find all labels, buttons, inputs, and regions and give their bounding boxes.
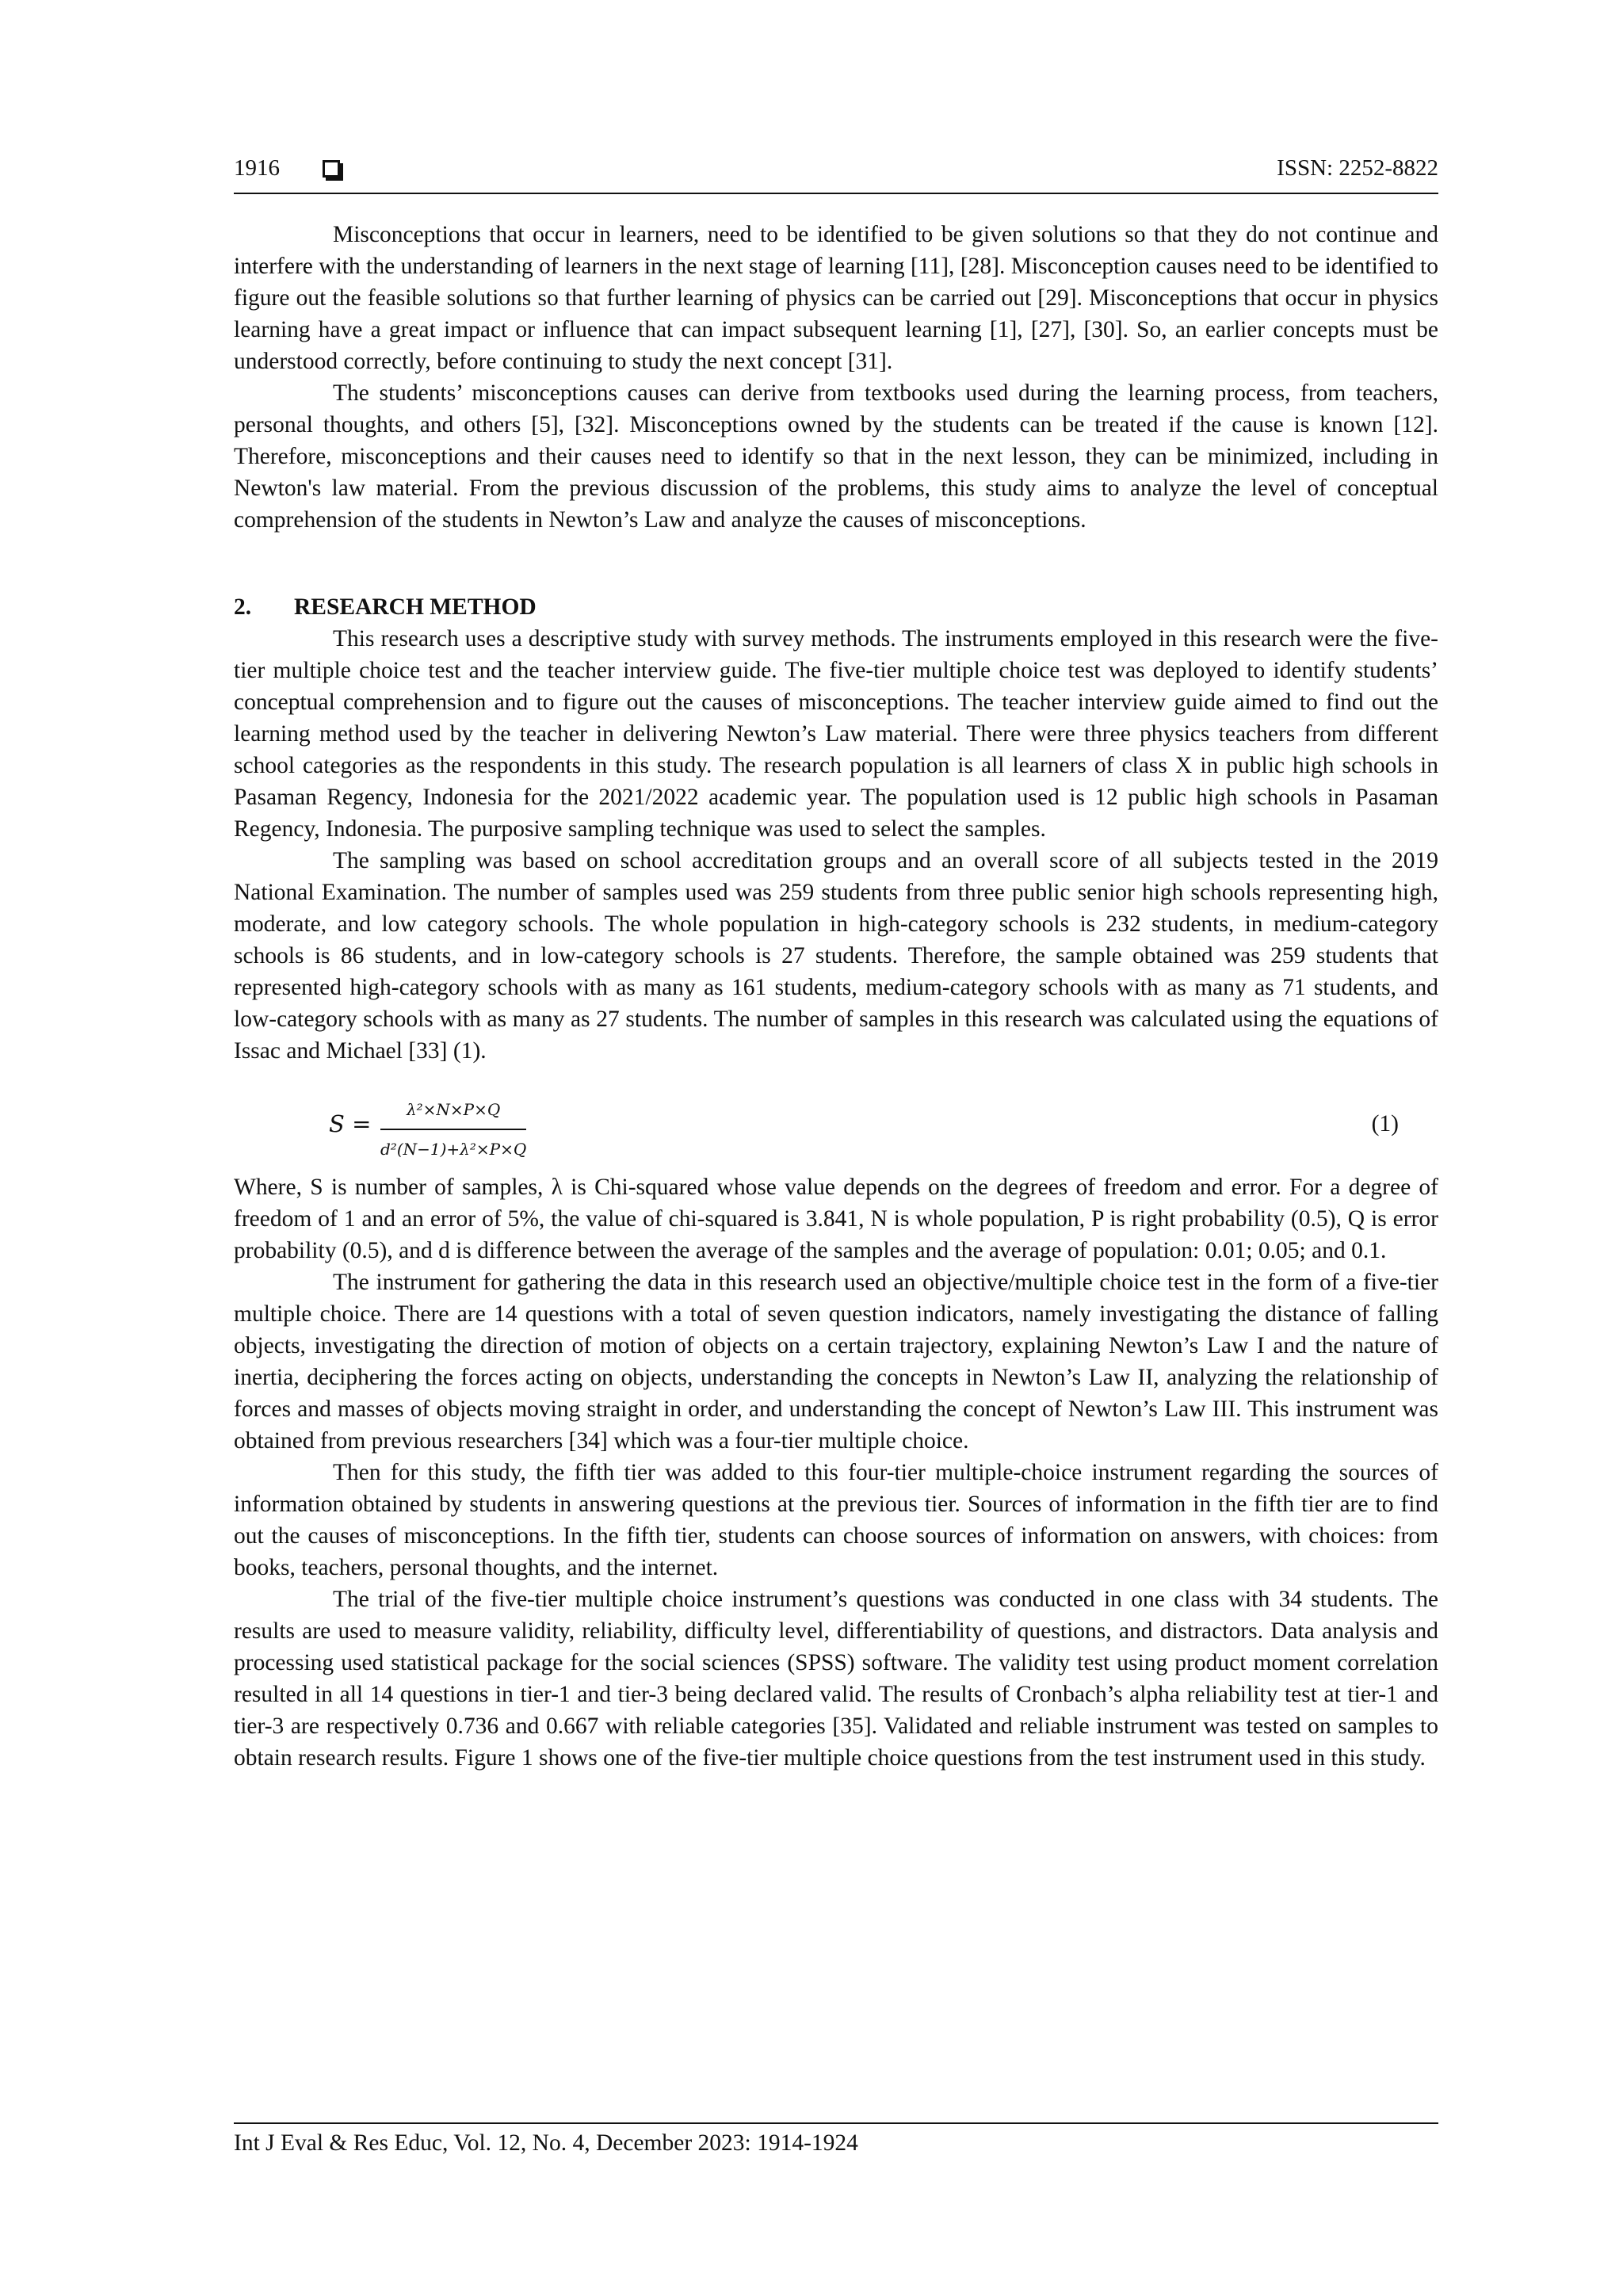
equation-denominator: d²(N−1)+λ²×P×Q (380, 1140, 527, 1159)
body-paragraph: The students’ misconceptions causes can derive from textbooks used during the learning process, from teachers, personal thoughts, and others [5], [32]. Misconceptions owned by the students can be treated if the cause is known [12]. Therefore, misconceptions and their causes need to identify so that in the next lesson, they can be minimized, including in Newton's law material. From the previous discussion of the problems, this study aims to analyze the level of conceptual comprehension of the students in Newton’s Law and analyze the causes of misconceptions. (234, 380, 1438, 533)
equation-number: (1) (1371, 1111, 1399, 1137)
body-paragraph: Then for this study, the fifth tier was added to this four-tier multiple-choice instrument regarding the sources of information obtained by students in answering questions at the previous tier. Sources of information in the fifth tier are to find out the causes of misconceptions. In the fifth tier, students can choose sources of information on answers, with choices: from books, teachers, personal thoughts, and the internet. (234, 1460, 1438, 1580)
header-rule (234, 193, 1438, 194)
equation-numerator: λ²×N×P×Q (380, 1094, 526, 1130)
body-paragraph: The sampling was based on school accreditation groups and an overall score of all subjects tested in the 2019 National Examination. The number of samples used was 259 students from three public senior high schools representing high, moderate, and low category schools. The whole population in high-category schools is 232 students, in medium-category schools is 86 students, and in low-category schools is 27 students. Therefore, the sample obtained was 259 students that represented high-category schools with as many as 161 students, medium-category schools with as many as 71 students, and low-category schools with as many as 27 students. The number of samples in this research was calculated using the equations of Issac and Michael [33] (1). (234, 848, 1438, 1064)
checkbox-square-icon (323, 160, 340, 178)
equation-lhs: S = (329, 1110, 372, 1137)
footer-rule (234, 2122, 1438, 2124)
section-heading (234, 591, 1438, 623)
section-number: 2. (234, 594, 252, 620)
footer-citation: Int J Eval & Res Educ, Vol. 12, No. 4, December 2023: 1914-1924 (234, 2130, 858, 2156)
body-paragraph: The instrument for gathering the data in this research used an objective/multiple choice test in the form of a five-tier multiple choice. There are 14 questions with a total of seven question indicators, namely investigating the distance of falling objects, investigating the direction of motion of objects on a certain trajectory, explaining Newton’s Law I and the nature of inertia, deciphering the forces acting on objects, understanding the concepts in Newton’s Law II, analyzing the relationship of forces and masses of objects moving straight in order, and understanding the concept of Newton’s Law III. This instrument was obtained from previous researchers [34] which was a four-tier multiple choice. (234, 1270, 1438, 1454)
body-paragraph: The trial of the five-tier multiple choice instrument’s questions was conducted in one class with 34 students. The results are used to measure validity, reliability, difficulty level, differentiability of questions, and distractors. Data analysis and processing used statistical package for the social sciences (SPSS) software. The validity test using product moment correlation resulted in all 14 questions in tier-1 and tier-3 being declared valid. The results of Cronbach’s alpha reliability test at tier-1 and tier-3 are respectively 0.736 and 0.667 with reliable categories [35]. Validated and reliable instrument was tested on samples to obtain research results. Figure 1 shows one of the five-tier multiple choice questions from the test instrument used in this study. (234, 1587, 1438, 1771)
equation-sample-size (234, 1084, 1438, 1163)
page-body (234, 219, 1438, 1774)
body-paragraph: Where, S is number of samples, λ is Chi-squared whose value depends on the degrees of freedom and error. For a degree of freedom of 1 and an error of 5%, the value of chi-squared is 3.841, N is whole population, P is right probability (0.5), Q is error probability (0.5), and d is difference between the average of the samples and the average of population: 0.01; 0.05; and 0.1. (234, 1175, 1438, 1263)
page-header (234, 155, 1438, 192)
section-title: RESEARCH METHOD (294, 594, 537, 620)
equation-fraction (380, 1094, 526, 1165)
body-paragraph: Misconceptions that occur in learners, need to be identified to be given solutions so that they do not continue and interfere with the understanding of learners in the next stage of learning [11], [28]. Misconception causes need to be identified to figure out the feasible solutions so that further learning of physics can be carried out [29]. Misconceptions that occur in physics learning have a great impact or influence that can impact subsequent learning [1], [27], [30]. So, an earlier concepts must be understood correctly, before continuing to study the next concept [31]. (234, 222, 1438, 374)
issn-label: ISSN: 2252-8822 (1277, 155, 1438, 181)
page-number: 1916 (234, 155, 280, 181)
body-paragraph: This research uses a descriptive study with survey methods. The instruments employed in this research were the five-tier multiple choice test and the teacher interview guide. The five-tier multiple choice test was deployed to identify students’ conceptual comprehension and to figure out the causes of misconceptions. The teacher interview guide aimed to find out the learning method used by the teacher in delivering Newton’s Law material. There were three physics teachers from different school categories as the respondents in this study. The research population is all learners of class X in public high schools in Pasaman Regency, Indonesia for the 2021/2022 academic year. The population used is 12 public high schools in Pasaman Regency, Indonesia. The purposive sampling technique was used to select the samples. (234, 626, 1438, 842)
